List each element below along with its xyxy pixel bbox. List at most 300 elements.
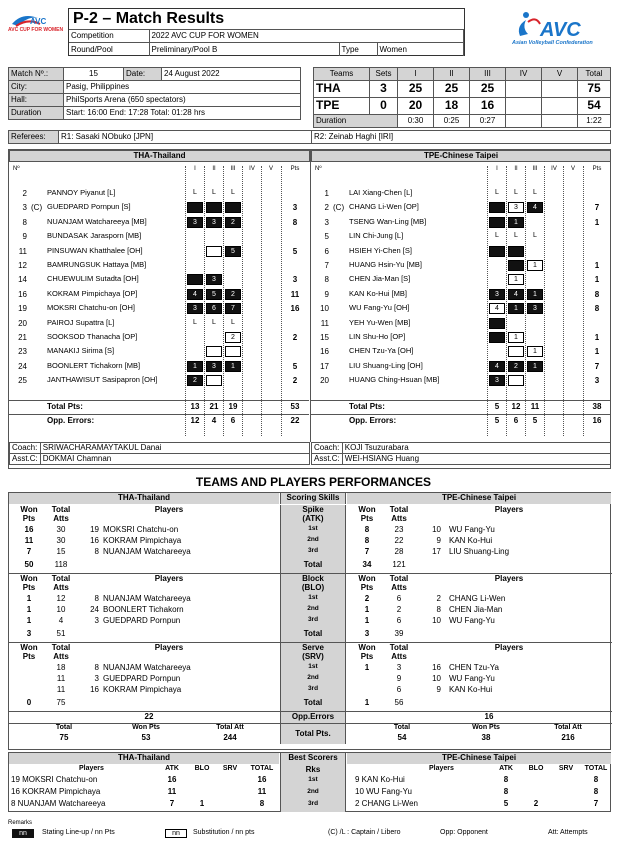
roster-player-row (9, 332, 309, 345)
player-number: 3 (22, 203, 27, 213)
player-name: NUANJAM Watchareeya (103, 663, 191, 672)
best-rank: 1st (308, 776, 318, 783)
player-name: CHEN Tzu-Ya [OH] (349, 346, 414, 356)
roster-set-header: III (230, 166, 236, 172)
roster-player-row (9, 260, 309, 273)
best-stat: 8 (503, 787, 509, 796)
player-number: 8 (324, 275, 329, 285)
roster-player-row (9, 246, 309, 259)
player-number: 20 (18, 318, 27, 328)
skill-code: (BLO) (301, 583, 325, 592)
skill-name: Spike (302, 505, 324, 514)
player-points: 8 (594, 289, 600, 299)
skill-rank: 1st (308, 594, 318, 601)
player-points: 3 (292, 203, 298, 213)
logo-left-text: AVC CUP FOR WOMEN (8, 27, 64, 33)
set-total-points: 13 (190, 401, 200, 411)
summary-header: Total (55, 724, 73, 731)
player-name: WU Fang-Yu (449, 616, 495, 625)
legend-starting-box: nn (12, 829, 34, 838)
substitution-cell: 4 (489, 303, 505, 314)
col-won: Won (358, 505, 376, 514)
best-rks-label: Rks (305, 765, 321, 774)
type-value: Women (377, 43, 464, 56)
starting-lineup-cell: 3 (489, 289, 505, 300)
roster-player-row (9, 289, 309, 302)
skill-code: (SRV) (302, 652, 324, 661)
match-no-label: Match Nº.: (9, 68, 64, 81)
player-number: 1 (324, 189, 329, 198)
tha-coaches (9, 442, 310, 465)
score-set: 16 (470, 98, 506, 115)
set-total-points: 12 (511, 401, 521, 411)
performances (8, 492, 611, 750)
player-number: 10 (432, 616, 441, 625)
skill-total-won: 34 (362, 560, 372, 569)
roster-player-row (311, 332, 611, 345)
player-name: GUEDPARD Pornpun (103, 674, 181, 683)
roster-player-row (9, 217, 309, 230)
best-stat: 11 (257, 787, 267, 796)
duration-label: Duration (9, 107, 64, 120)
total-atts: 30 (56, 525, 66, 534)
substitution-cell: 1 (527, 260, 543, 271)
roster-player-row (311, 188, 611, 201)
best-scorers (8, 752, 611, 812)
roster-player-row (311, 217, 611, 230)
coach-name: KOJI Tsuzurabara (342, 443, 610, 454)
player-number: 7 (324, 261, 329, 270)
libero-mark: L (533, 232, 537, 240)
skill-code: (ATK) (302, 514, 324, 523)
set-total-points: 19 (228, 401, 238, 411)
summary-value: 53 (141, 733, 151, 742)
summary-header: Won Pts (132, 724, 160, 731)
player-name: KOKRAM Pimpichaya (103, 685, 182, 694)
skill-total-won: 3 (364, 629, 370, 638)
starting-lineup-cell: 3 (527, 303, 543, 314)
player-points: 5 (292, 246, 298, 256)
skill-rank: 2nd (307, 605, 319, 612)
player-name: PINSUWAN Khatthalee [OH] (47, 245, 143, 255)
player-name: MOKSRI Chatchu-on (103, 525, 179, 534)
col-atts: Atts (391, 514, 407, 523)
col-pts: Pts (22, 583, 36, 592)
player-number: 24 (18, 361, 27, 371)
substitution-cell: 3 (508, 202, 524, 213)
best-stat: 5 (503, 799, 509, 808)
best-stat: 7 (169, 799, 175, 808)
substitution-cell: 2 (225, 332, 241, 343)
round-value: Preliminary/Pool B (149, 43, 339, 56)
player-number: 16 (320, 347, 329, 357)
score-header: I (398, 68, 434, 81)
skill-name: Serve (302, 643, 324, 652)
set-opp-errors: 5 (494, 415, 500, 425)
page-title: P-2 – Match Results (73, 10, 225, 27)
total-atts: 9 (396, 674, 402, 683)
score-total: 75 (578, 81, 611, 98)
score-sets: 3 (370, 81, 398, 98)
total-points-label: Total Pts: (349, 401, 385, 411)
player-points: 3 (594, 376, 600, 386)
player-number: 10 (432, 674, 441, 683)
player-points: 2 (292, 333, 298, 342)
player-number: 20 (320, 376, 329, 386)
player-name: CHANG Li-Wen [OP] (349, 202, 419, 212)
match-date: 24 August 2022 (162, 68, 301, 81)
player-name: WU Fang-Yu [OH] (349, 303, 410, 313)
starting-lineup-cell: 4 (489, 361, 505, 372)
player-number: 8 (94, 594, 99, 603)
player-name: GUEDPARD Pornpun (103, 616, 181, 625)
starting-lineup-cell (187, 202, 203, 213)
player-number: 2 (324, 203, 329, 213)
skill-total-atts: 75 (56, 698, 66, 707)
referees-label: Referees: (9, 131, 59, 144)
score-team: THA (314, 81, 370, 98)
starting-lineup-cell (489, 217, 505, 228)
player-name: MOKSRI Chatchu-on [OH] (47, 303, 135, 313)
roster-set-header: II (514, 166, 518, 172)
starting-lineup-cell (187, 274, 203, 285)
performances-title: TEAMS AND PLAYERS PERFORMANCES (195, 475, 432, 489)
col-total: Total (51, 643, 71, 652)
player-points: 8 (594, 304, 600, 314)
player-name: BAMRUNGSUK Hattaya [MB] (47, 260, 147, 269)
col-total: Total (389, 574, 409, 583)
total-atts: 2 (396, 605, 402, 614)
skill-name: Block (302, 574, 324, 583)
player-number: 15 (320, 333, 329, 342)
score-header: V (542, 68, 578, 81)
player-number: 19 (90, 525, 99, 534)
roster-separator (311, 400, 611, 401)
best-col: ATK (165, 765, 179, 772)
starting-lineup-cell: 2 (508, 361, 524, 372)
player-name: CHANG Li-Wen (449, 594, 506, 603)
col-won: Won (20, 505, 38, 514)
col-won: Won (20, 574, 38, 583)
player-name: WU Fang-Yu (449, 674, 495, 683)
best-stat: 8 (593, 787, 599, 796)
substitution-cell (206, 375, 222, 386)
player-number: 23 (18, 347, 27, 357)
player-name: LIN Chi-Jung [L] (349, 231, 404, 241)
remarks-legend (8, 829, 611, 839)
player-name: LAI Xiang-Chen [L] (349, 188, 413, 197)
city-label: City: (9, 81, 64, 94)
player-points: 1 (594, 347, 600, 357)
coach-label: Coach: (10, 443, 41, 454)
best-player: 16 KOKRAM Pimpichaya (11, 787, 101, 796)
roster-set-header: I (194, 166, 196, 172)
tpe-coaches (311, 442, 612, 465)
starting-lineup-cell: 3 (206, 274, 222, 285)
total-points: 38 (592, 401, 602, 411)
type-label: Type (339, 43, 377, 56)
roster-set-header: I (496, 166, 498, 172)
won-pts: 16 (24, 525, 34, 534)
best-player: 10 WU Fang-Yu (355, 787, 412, 796)
roster-player-row (9, 318, 309, 331)
player-number: 16 (90, 685, 99, 694)
player-number: 2 (436, 594, 441, 603)
won-pts: 8 (364, 525, 370, 534)
player-name: CHUEWULIM Sutadta [OH] (47, 274, 139, 284)
score-header: II (434, 68, 470, 81)
perf-tpe-title: TPE-Chinese Taipei (347, 493, 611, 504)
asst-coach-name: WEI-HSIANG Huang (342, 454, 610, 465)
best-tha-title: THA-Thailand (9, 753, 279, 764)
libero-mark: L (495, 189, 499, 196)
tpe-roster-title: TPE-Chinese Taipei (311, 150, 611, 162)
best-stat: 2 (533, 799, 539, 808)
roster-separator (311, 414, 611, 415)
best-player: 9 KAN Ko-Hui (355, 775, 405, 784)
roster-set-header: V (268, 166, 273, 172)
total-points: 53 (290, 401, 300, 411)
libero-mark: L (212, 318, 216, 326)
col-players: Players (154, 574, 184, 583)
legend-attempts: Att: Attempts (548, 829, 588, 836)
total-atts: 3 (396, 663, 402, 672)
score-set: 20 (398, 98, 434, 115)
player-name: HUANG Ching-Hsuan [MB] (349, 375, 440, 385)
player-number: 3 (94, 674, 99, 683)
starting-lineup-cell: 6 (206, 303, 222, 314)
score-set (542, 81, 578, 98)
player-number: 19 (18, 304, 27, 314)
substitution-cell: 1 (508, 274, 524, 285)
roster-player-row (311, 346, 611, 359)
score-header: Teams (314, 68, 370, 81)
player-number: 24 (90, 605, 99, 614)
score-set: 25 (398, 81, 434, 98)
legend-sub-box: nn (165, 829, 187, 838)
roster-player-row (9, 346, 309, 359)
best-stat: 8 (503, 775, 509, 784)
skill-total-atts: 39 (394, 629, 404, 638)
captain-mark: (C) (31, 203, 43, 213)
roster-player-row (9, 375, 309, 388)
starting-lineup-cell (489, 246, 505, 257)
roster-col-no: Nº (315, 166, 322, 172)
set-duration: 0:25 (434, 115, 470, 128)
player-number: 8 (22, 217, 27, 227)
roster-set-header: V (570, 166, 575, 172)
col-players: Players (154, 505, 184, 514)
player-points: 3 (292, 275, 298, 285)
skill-total-atts: 118 (54, 560, 68, 569)
roster-player-row (311, 274, 611, 287)
referee-2: R2: Zeinab Haghi [IRI] (312, 131, 611, 144)
best-stat: 8 (259, 799, 265, 808)
player-number: 14 (18, 275, 27, 285)
player-name: BOONLERT Tichakorn (103, 605, 184, 614)
referee-1: R1: Sasaki NObuko [JPN] (59, 131, 312, 144)
substitution-cell (508, 375, 524, 386)
opp-errors-tha: 22 (144, 712, 154, 721)
player-number: 9 (436, 536, 441, 545)
player-name: LIU Shuang-Ling [OH] (349, 360, 423, 370)
player-name: LIU Shuang-Ling (449, 547, 510, 556)
round-label: Round/Pool (69, 43, 149, 56)
set-duration (506, 115, 542, 128)
best-col: ATK (499, 765, 513, 772)
starting-lineup-cell: 1 (508, 303, 524, 314)
skill-rank: 1st (308, 663, 318, 670)
starting-lineup-cell (225, 202, 241, 213)
roster-player-row (311, 289, 611, 302)
svg-text:AVC: AVC (540, 19, 581, 40)
best-player: 2 CHANG Li-Wen (355, 799, 418, 808)
libero-mark: L (193, 318, 197, 326)
skill-total-won: 3 (26, 629, 32, 638)
starting-lineup-cell: 5 (206, 289, 222, 300)
won-pts: 2 (364, 594, 370, 603)
best-col: BLO (194, 765, 210, 772)
set-opp-errors: 4 (211, 415, 217, 425)
set-total-points: 21 (209, 401, 219, 411)
col-players: Players (494, 643, 524, 652)
starting-lineup-cell: 4 (527, 202, 543, 213)
player-points: 1 (594, 275, 600, 285)
col-total: Total (389, 505, 409, 514)
player-number: 17 (432, 547, 441, 556)
total-atts: 11 (56, 674, 66, 683)
col-players: Players (494, 505, 524, 514)
perf-skills-title: Scoring Skills (280, 493, 346, 504)
total-pts-label: Total Pts. (280, 724, 346, 744)
legend-sub: Substitution / nn pts (193, 829, 255, 836)
summary-header: Won Pts (472, 724, 500, 731)
substitution-cell (508, 346, 524, 357)
player-name: KAN Ko-Hui (449, 536, 493, 545)
won-pts: 7 (26, 547, 32, 556)
best-rank: 3rd (307, 800, 319, 807)
skill-total-won: 50 (24, 560, 34, 569)
roster-player-row (311, 246, 611, 259)
player-name: CHEN Jia-Man (449, 605, 503, 614)
best-tpe-title: TPE-Chinese Taipei (347, 753, 611, 764)
starting-lineup-cell: 4 (508, 289, 524, 300)
player-number: 11 (320, 318, 329, 328)
starting-lineup-cell (489, 318, 505, 329)
best-col: TOTAL (250, 765, 274, 772)
player-points: 11 (290, 289, 300, 299)
player-number: 9 (436, 685, 441, 694)
total-points-label: Total Pts: (47, 401, 83, 411)
total-atts: 28 (394, 547, 404, 556)
roster-player-row (9, 188, 309, 201)
total-atts: 4 (58, 616, 64, 625)
player-points: 16 (290, 304, 300, 314)
roster-player-row (9, 202, 309, 215)
player-name: KAN Ko-Hui [MB] (349, 288, 407, 298)
logo-right-text: Asian Volleyball Confederation (512, 40, 593, 46)
starting-lineup-cell: 3 (489, 375, 505, 386)
roster-separator (9, 414, 309, 415)
avc-logo (506, 10, 616, 50)
remarks-label: Remarks (8, 820, 33, 826)
player-number: 16 (18, 289, 27, 299)
player-number: 12 (18, 261, 27, 270)
col-total: Total (51, 505, 71, 514)
set-duration: 0:30 (398, 115, 434, 128)
player-points: 1 (594, 261, 600, 270)
coach-label: Coach: (312, 443, 343, 454)
competition-label: Competition (69, 30, 149, 43)
col-pts: Pts (360, 514, 374, 523)
starting-lineup-cell: 1 (527, 361, 543, 372)
score-header: Total (578, 68, 611, 81)
player-number: 25 (18, 376, 27, 386)
starting-lineup-cell (489, 202, 505, 213)
player-number: 3 (324, 217, 329, 227)
summary-value: 216 (561, 733, 575, 742)
player-number: 17 (320, 361, 329, 371)
best-stat: 11 (167, 787, 177, 796)
match-info (8, 67, 301, 120)
player-points: 7 (594, 361, 600, 371)
duration: Start: 16:00 End: 17:28 Total: 01:28 hrs (64, 107, 301, 120)
best-stat: 1 (199, 799, 205, 808)
starting-lineup-cell: 3 (206, 361, 222, 372)
roster-col-pts: Pts (592, 166, 602, 172)
starting-lineup-cell (508, 260, 524, 271)
starting-lineup-cell: 2 (187, 375, 203, 386)
skill-rank: 2nd (307, 536, 319, 543)
libero-mark: L (495, 232, 499, 240)
starting-lineup-cell: 4 (187, 289, 203, 300)
total-atts: 12 (56, 594, 66, 603)
player-name: WU Fang-Yu (449, 525, 495, 534)
player-name: JANTHAWISUT Sasipapron [OH] (47, 375, 158, 385)
best-col-players: Players (79, 765, 104, 772)
total-atts: 11 (56, 685, 66, 694)
starting-lineup-cell: 2 (225, 217, 241, 228)
won-pts: 1 (26, 605, 32, 614)
score-table (313, 67, 611, 128)
best-col-players: Players (429, 765, 454, 772)
roster-col-no: Nº (13, 166, 20, 172)
starting-lineup-cell: 3 (187, 303, 203, 314)
player-name: KOKRAM Pimpichaya [OP] (47, 288, 138, 298)
summary-value: 54 (397, 733, 407, 742)
hall-label: Hall: (9, 94, 64, 107)
score-set: 25 (434, 81, 470, 98)
starting-lineup-cell: 3 (187, 217, 203, 228)
best-stat: 16 (167, 775, 177, 784)
player-number: 11 (18, 246, 27, 256)
total-atts: 15 (56, 547, 66, 556)
skill-total-atts: 56 (394, 698, 404, 707)
col-pts: Pts (22, 514, 36, 523)
player-name: LIN Shu-Ho [OP] (349, 332, 406, 341)
won-pts: 1 (364, 616, 370, 625)
set-duration (542, 115, 578, 128)
roster-set-header: IV (249, 166, 255, 172)
roster-player-row (311, 202, 611, 215)
starting-lineup-cell: 1 (527, 289, 543, 300)
libero-mark: L (231, 318, 235, 326)
best-rank: 2nd (307, 788, 319, 795)
col-atts: Atts (53, 583, 69, 592)
total-atts: 10 (56, 605, 66, 614)
roster-player-row (311, 318, 611, 331)
player-name: BUNDASAK Jarasporn [MB] (47, 231, 142, 241)
